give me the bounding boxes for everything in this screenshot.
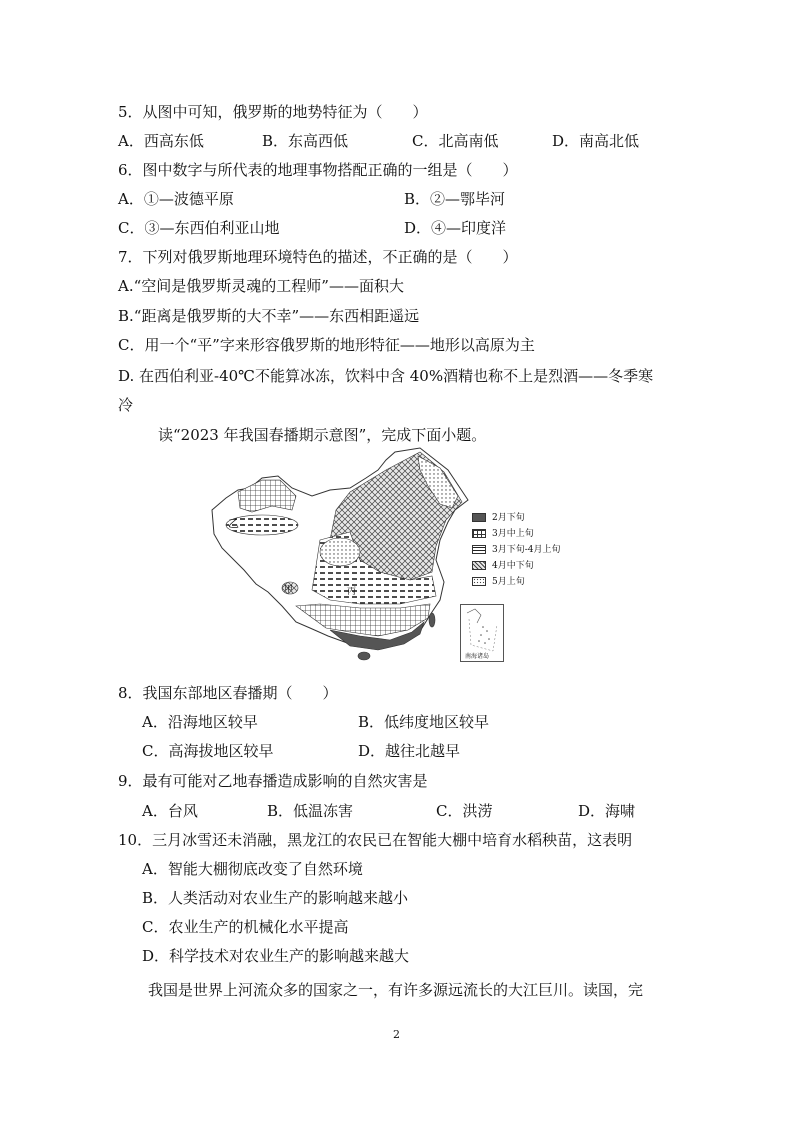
q7-option-d: D. 在西伯利亚-40℃不能算冰冻，饮料中含 40%酒精也称不上是烈酒——冬季寒 bbox=[118, 367, 654, 385]
q5-option-b: B．东高西低 bbox=[262, 132, 349, 150]
q6-option-c: C．③—东西伯利亚山地 bbox=[118, 219, 280, 237]
q10-option-c: C．农业生产的机械化水平提高 bbox=[142, 918, 349, 936]
q8-option-a: A．沿海地区较早 bbox=[142, 713, 258, 731]
q10-option-b: B．人类活动对农业生产的影响越来越小 bbox=[142, 889, 409, 907]
legend-label: 3月中上旬 bbox=[492, 529, 534, 539]
page-number: 2 bbox=[393, 1028, 400, 1041]
legend-swatch-march-mid-early bbox=[472, 529, 486, 538]
q10-option-d: D．科学技术对农业生产的影响越来越大 bbox=[142, 947, 410, 965]
q9-option-d: D．海啸 bbox=[578, 802, 636, 820]
legend-swatch-april-mid-late bbox=[472, 561, 486, 570]
rivers-intro: 我国是世界上河流众多的国家之一，有许多源远流长的大江巨川。读国，完 bbox=[148, 981, 644, 999]
q7-option-d-continued: 冷 bbox=[118, 396, 134, 414]
q6-stem: 6．图中数字与所代表的地理事物搭配正确的一组是（ ） bbox=[118, 161, 518, 179]
legend-label: 5月上旬 bbox=[492, 577, 525, 587]
map-label-yi: 乙 bbox=[228, 517, 239, 530]
q7-stem: 7．下列对俄罗斯地理环境特色的描述，不正确的是（ ） bbox=[118, 248, 518, 266]
legend-label: 4月中下旬 bbox=[492, 561, 534, 571]
hainan-island bbox=[358, 652, 370, 660]
q6-option-a: A．①—波德平原 bbox=[118, 190, 234, 208]
q6-option-d: D．④—印度洋 bbox=[404, 219, 507, 237]
q7-option-c: C．用一个“平”字来形容俄罗斯的地形特征——地形以高原为主 bbox=[118, 336, 535, 354]
inset-label: 南海诸岛 bbox=[465, 653, 490, 660]
q5-option-c: C．北高南低 bbox=[412, 132, 499, 150]
map-intro: 读“2023 年我国春播期示意图”，完成下面小题。 bbox=[158, 426, 487, 444]
legend-swatch-may-early bbox=[472, 577, 486, 586]
q5-option-d: D．南高北低 bbox=[552, 132, 640, 150]
map-label-bing: 丙 bbox=[347, 587, 357, 597]
q8-stem: 8．我国东部地区春播期（ ） bbox=[118, 684, 338, 702]
q7-option-b: B.“距离是俄罗斯的大不幸”——东西相距遥远 bbox=[118, 307, 420, 325]
legend-swatch-feb-late bbox=[472, 513, 486, 522]
legend-label: 2月下旬 bbox=[492, 513, 525, 523]
q9-stem: 9．最有可能对乙地春播造成影响的自然灾害是 bbox=[118, 772, 428, 790]
q9-option-b: B．低温冻害 bbox=[267, 802, 354, 820]
taiwan-island bbox=[429, 613, 435, 627]
q9-option-c: C．洪涝 bbox=[436, 802, 493, 820]
legend-label: 3月下旬-4月上旬 bbox=[492, 545, 561, 555]
q7-option-a: A.“空间是俄罗斯灵魂的工程师”——面积大 bbox=[118, 277, 404, 295]
q5-stem: 5．从图中可知，俄罗斯的地势特征为（ ） bbox=[118, 103, 428, 121]
zone-sichuan-basin bbox=[320, 538, 360, 566]
map-label-jia: 甲 bbox=[284, 585, 294, 595]
q10-option-a: A．智能大棚彻底改变了自然环境 bbox=[142, 860, 363, 878]
q9-option-a: A．台风 bbox=[142, 802, 198, 820]
q10-stem: 10．三月冰雪还未消融，黑龙江的农民已在智能大棚中培育水稻秧苗，这表明 bbox=[118, 831, 633, 849]
q8-option-d: D．越往北越早 bbox=[358, 742, 461, 760]
q6-option-b: B．②—鄂毕河 bbox=[404, 190, 506, 208]
q5-option-a: A．西高东低 bbox=[118, 132, 204, 150]
south-china-sea-inset bbox=[460, 604, 504, 662]
q8-option-b: B．低纬度地区较早 bbox=[358, 713, 490, 731]
legend-swatch-march-late-april-early bbox=[472, 545, 486, 554]
q8-option-c: C．高海拔地区较早 bbox=[142, 742, 274, 760]
